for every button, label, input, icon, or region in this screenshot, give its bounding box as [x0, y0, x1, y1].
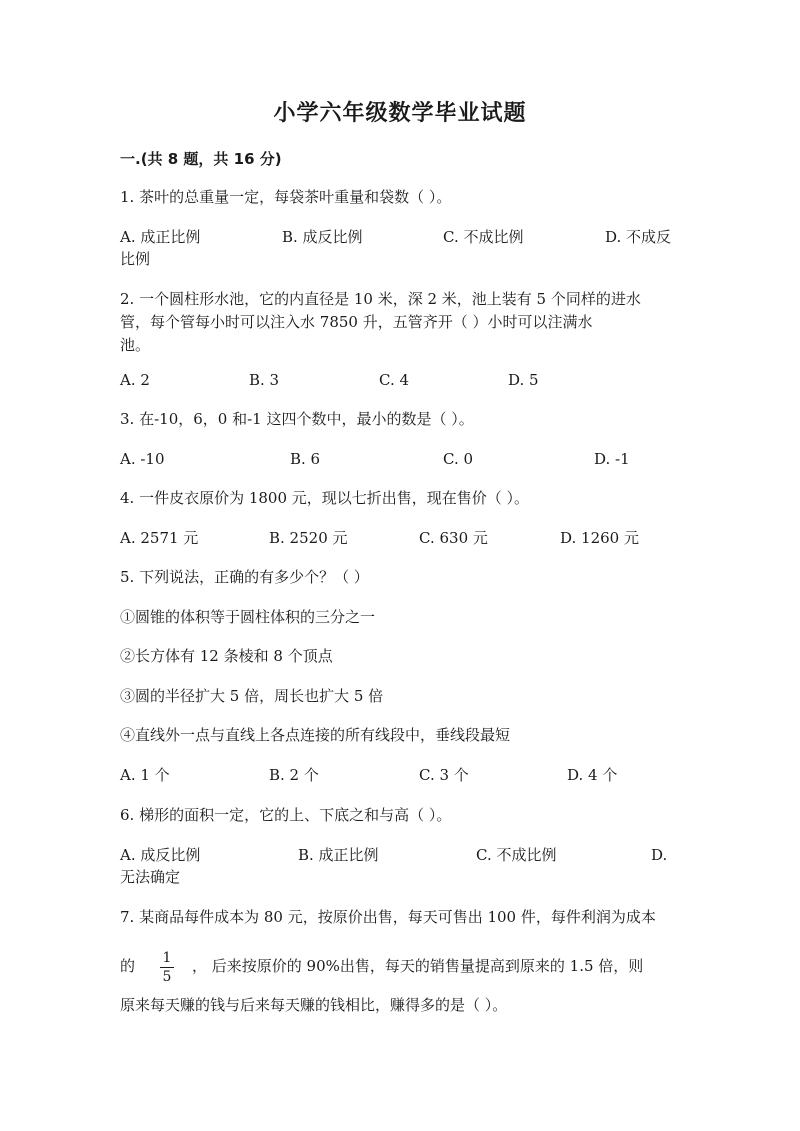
- question-7-stem-line-1: 7. 某商品每件成本为 80 元，按原价出售，每天可售出 100 件，每件利润为成本: [120, 908, 656, 926]
- fraction-numerator: 1: [160, 950, 174, 968]
- question-5-statement-3: ③圆的半径扩大 5 倍，周长也扩大 5 倍: [120, 687, 384, 705]
- question-1-option-d-wrap: 比例: [120, 250, 151, 268]
- question-7-stem-line-2: ， 后来按原价的 90%出售，每天的销售量提高到原来的 1.5 倍，则: [192, 957, 644, 975]
- question-5-statement-2: ②长方体有 12 条棱和 8 个顶点: [120, 647, 333, 665]
- question-2-option-a[interactable]: A. 2: [120, 371, 150, 389]
- question-5-option-c[interactable]: C. 3 个: [419, 766, 469, 784]
- exam-title: 小学六年级数学毕业试题: [273, 101, 527, 126]
- question-3-option-a[interactable]: A. -10: [120, 450, 165, 468]
- question-6-option-c[interactable]: C. 不成比例: [476, 846, 557, 864]
- question-4-option-b[interactable]: B. 2520 元: [269, 529, 348, 547]
- fraction-denominator: 5: [162, 969, 172, 985]
- question-3-option-c[interactable]: C. 0: [443, 450, 474, 468]
- question-2-option-c[interactable]: C. 4: [379, 371, 410, 389]
- question-5-statement-1: ①圆锥的体积等于圆柱体积的三分之一: [120, 608, 376, 626]
- question-4-stem: 4. 一件皮衣原价为 1800 元，现以七折出售，现在售价（ ）。: [120, 489, 530, 507]
- question-5-option-a[interactable]: A. 1 个: [120, 766, 170, 784]
- question-2-stem-line-2: 管，每个管每小时可以注入水 7850 升，五管齐开（ ）小时可以注满水: [120, 313, 593, 331]
- question-4-option-a[interactable]: A. 2571 元: [120, 529, 199, 547]
- question-5-option-b[interactable]: B. 2 个: [269, 766, 319, 784]
- question-6-option-d[interactable]: D.: [651, 846, 668, 864]
- question-6-option-d-wrap: 无法确定: [120, 868, 181, 886]
- question-3-option-d[interactable]: D. -1: [594, 450, 630, 468]
- question-2-stem-line-3: 池。: [120, 336, 151, 354]
- question-1-option-d[interactable]: D. 不成反: [605, 228, 672, 246]
- question-6-option-b[interactable]: B. 成正比例: [298, 846, 379, 864]
- question-7-prefix: 的: [120, 957, 136, 975]
- question-2-option-d[interactable]: D. 5: [508, 371, 539, 389]
- question-2-stem-line-1: 2. 一个圆柱形水池，它的内直径是 10 米，深 2 米，池上装有 5 个同样的进水: [120, 290, 641, 308]
- question-5-statement-4: ④直线外一点与直线上各点连接的所有线段中，垂线段最短: [120, 726, 511, 744]
- question-4-option-d[interactable]: D. 1260 元: [560, 529, 639, 547]
- question-1-stem: 1. 茶叶的总重量一定，每袋茶叶重量和袋数（ ）。: [120, 188, 452, 206]
- question-7-stem-line-3: 原来每天赚的钱与后来每天赚的钱相比，赚得多的是（ ）。: [120, 996, 508, 1014]
- question-4-option-c[interactable]: C. 630 元: [419, 529, 488, 547]
- question-3-option-b[interactable]: B. 6: [290, 450, 321, 468]
- question-5-stem: 5. 下列说法，正确的有多少个？（ ）: [120, 568, 369, 586]
- question-5-option-d[interactable]: D. 4 个: [567, 766, 618, 784]
- question-1-option-b[interactable]: B. 成反比例: [282, 228, 363, 246]
- question-3-stem: 3. 在-10，6，0 和-1 这四个数中，最小的数是（ ）。: [120, 410, 474, 428]
- question-2-option-b[interactable]: B. 3: [249, 371, 280, 389]
- fraction: [160, 950, 174, 985]
- question-6-option-a[interactable]: A. 成反比例: [120, 846, 201, 864]
- question-1-option-c[interactable]: C. 不成比例: [443, 228, 524, 246]
- section-heading: 一.(共 8 题，共 16 分): [120, 150, 282, 168]
- question-6-stem: 6. 梯形的面积一定，它的上、下底之和与高（ ）。: [120, 806, 452, 824]
- question-1-option-a[interactable]: A. 成正比例: [120, 228, 201, 246]
